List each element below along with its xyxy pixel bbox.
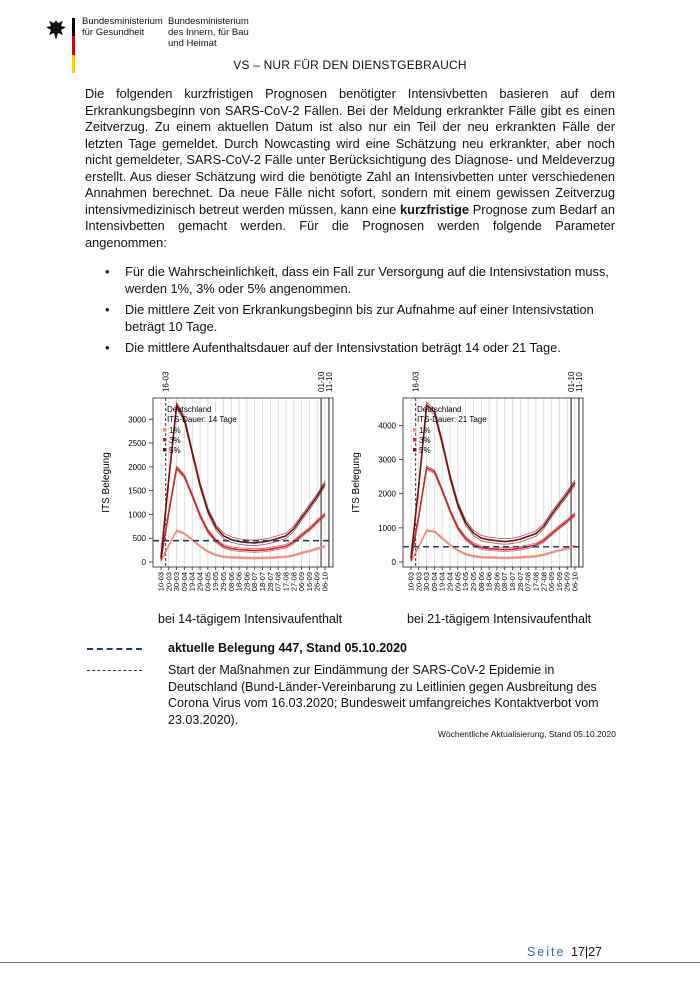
event-vline-label: 16-03 [411, 371, 421, 392]
y-tick-label: 1500 [128, 486, 146, 496]
chart-title: Deutschland [167, 405, 212, 414]
x-tick-label: 28-06 [242, 572, 252, 592]
list-item [105, 302, 617, 335]
x-tick-label: 06-10 [570, 572, 580, 592]
chart-its-21-svg [345, 362, 595, 612]
classification-label: VS – NUR FÜR DEN DIENSTGEBRAUCH [233, 58, 467, 72]
x-tick-label: 18-07 [258, 572, 268, 592]
page-number: 17 [570, 945, 585, 959]
y-axis-label: ITS Belegung [351, 452, 362, 513]
x-tick-label: 07-08 [273, 572, 283, 592]
bullet-icon: • [105, 264, 110, 279]
page-label: Seite [526, 945, 566, 959]
parameter-list [105, 264, 617, 362]
series-line-3pct [161, 470, 325, 561]
x-tick-label: 29-04 [445, 572, 455, 592]
x-tick-label: 28-07 [515, 572, 525, 592]
flag-black [72, 18, 75, 36]
chart-title: Deutschland [417, 405, 462, 414]
x-tick-label: 30-03 [172, 572, 182, 592]
legend-entry: 1% [169, 426, 181, 435]
x-tick-label: 30-03 [422, 572, 432, 592]
event-vline-label: 01-10 [317, 371, 327, 392]
legend-entry: 3% [419, 436, 431, 445]
y-tick-label: 500 [132, 534, 146, 544]
x-tick-label: 06-10 [320, 572, 330, 592]
legend-swatch [163, 428, 167, 432]
ministry-interior [168, 16, 249, 49]
chart-caption-14: bei 14-tägigem Intensivaufenthalt [158, 612, 343, 626]
ministry-health [82, 16, 163, 38]
legend-current-line [87, 648, 142, 650]
list-item-text: Die mittlere Zeit von Erkrankungsbeginn bis zur Aufnahme auf einer Intensivstation beträgt 10 Tage. [125, 302, 594, 334]
event-vline-label: 16-03 [161, 371, 171, 392]
y-tick-label: 1000 [378, 523, 396, 533]
x-tick-label: 18-06 [234, 572, 244, 592]
x-tick-label: 09-04 [429, 572, 439, 592]
legend-swatch [413, 428, 417, 432]
legend-entry: 5% [169, 446, 181, 455]
bullet-icon: • [105, 302, 110, 317]
legend-swatch [413, 438, 417, 442]
x-tick-label: 19-05 [461, 572, 471, 592]
legend-swatch [163, 438, 167, 442]
x-tick-label: 10-03 [156, 572, 166, 592]
y-tick-label: 2000 [378, 489, 396, 499]
y-tick-label: 0 [391, 558, 396, 567]
y-tick-label: 3000 [128, 415, 146, 425]
list-item-text: Für die Wahrscheinlichkeit, dass ein Fall zur Versorgung auf die Intensivstation muss, werden 1%, 3% oder 5% angenommen. [125, 264, 609, 296]
event-vline-label: 11-10 [324, 372, 334, 392]
paragraph-pre: Die folgenden kurzfristigen Prognosen benötigter Intensivbetten basieren auf dem Erkrankungsbeginn von SARS-CoV-2 Fällen. Bei der Meldung erkrankter Fälle gibt es einen Zeitverzug. Zu einem aktuellen Datum ist also nur ein Teil der neu erkrankten Fälle der letzten Tage gemeldet. Durch Nowcasting wird eine Schätzung neu erkrankter, aber noch nicht gemeldeter, SARS-CoV-2 Fälle unter Berücksichtigung des Diagnose- und Meldeverzug erstellt. Aus dieser Schätzung wird die benötigte Zahl an Intensivbetten unter verschiedenen Annahmen berechnet. Da neue Fälle nicht sofort, sondern mit einem gewissen Zeitverzug intensivmedizinisch betreut werden müssen, kann eine [85, 86, 615, 217]
legend-measures-text: Start der Maßnahmen zur Eindämmung der SARS-CoV-2 Epidemie in Deutschland (Bund-Länder-Vereinbarung zu Leitlinien gegen Ausbreitung des Corona Virus vom 16.03.2020; Bundesweit umfangreiches Kontaktverbot vom 23.03.2020). [168, 663, 599, 727]
weekly-update-note: Wöchentliche Aktualisierung, Stand 05.10.2020 [437, 729, 616, 739]
x-tick-label: 19-04 [187, 572, 197, 592]
y-tick-label: 2000 [128, 462, 146, 472]
x-tick-label: 06-09 [297, 572, 307, 592]
ministry-interior-line: und Heimat [168, 38, 217, 49]
x-tick-label: 18-06 [484, 572, 494, 592]
x-tick-label: 29-04 [195, 572, 205, 592]
chart-caption-21: bei 21-tägigem Intensivaufenthalt [407, 612, 592, 626]
chart-its-21 [345, 362, 595, 612]
list-item [105, 340, 617, 357]
page-total: 27 [588, 945, 602, 959]
x-tick-label: 08-06 [476, 572, 486, 592]
event-vline-label: 11-10 [574, 372, 584, 392]
series-line-3pct [411, 466, 575, 558]
x-tick-label: 09-04 [179, 572, 189, 592]
legend-swatch [163, 448, 167, 452]
footer-divider [0, 962, 700, 963]
list-item [105, 264, 617, 297]
x-tick-label: 18-07 [508, 572, 518, 592]
legend-measures-line [87, 670, 142, 671]
ministry-health-line: für Gesundheit [82, 27, 145, 38]
ministry-interior-line: Bundesministerium [168, 16, 249, 27]
chart-its-14-svg [95, 362, 345, 612]
x-tick-label: 26-09 [562, 572, 572, 592]
paragraph-post: Prognose zum Bedarf an Intensivbetten gemacht werden. Für die Prognosen werden folgende Parameter angenommen: [85, 201, 615, 250]
legend-entry: 3% [169, 436, 181, 445]
legend-entry: 1% [419, 426, 431, 435]
x-tick-label: 09-05 [203, 572, 213, 592]
x-tick-label: 19-05 [211, 572, 221, 592]
y-tick-label: 2500 [128, 439, 146, 449]
chart-its-14 [95, 362, 345, 612]
page-footer [527, 945, 602, 959]
x-tick-label: 17-08 [531, 572, 541, 592]
x-tick-label: 07-08 [523, 572, 533, 592]
x-tick-label: 06-09 [547, 572, 557, 592]
x-tick-label: 27-08 [539, 572, 549, 592]
x-tick-label: 27-08 [289, 572, 299, 592]
intro-paragraph-text [85, 86, 615, 251]
x-tick-label: 26-09 [312, 572, 322, 592]
legend-current-text: aktuelle Belegung 447, Stand 05.10.2020 [168, 641, 408, 655]
federal-eagle-icon [44, 18, 68, 42]
y-axis-label: ITS Belegung [101, 452, 112, 513]
x-tick-label: 28-06 [492, 572, 502, 592]
legend-entry: 5% [419, 446, 431, 455]
flag-red [72, 36, 75, 54]
list-item-text: Die mittlere Aufenthaltsdauer auf der Intensivstation beträgt 14 oder 21 Tage. [125, 340, 561, 355]
bullet-icon: • [105, 340, 110, 355]
event-vline-label: 01-10 [567, 371, 577, 392]
x-tick-label: 08-07 [250, 572, 260, 592]
x-tick-label: 17-08 [281, 572, 291, 592]
x-tick-label: 29-05 [468, 572, 478, 592]
x-tick-label: 29-05 [218, 572, 228, 592]
x-tick-label: 20-03 [164, 572, 174, 592]
x-tick-label: 20-03 [414, 572, 424, 592]
x-tick-label: 09-05 [453, 572, 463, 592]
ministry-health-line: Bundesministerium [82, 16, 163, 27]
x-tick-label: 28-07 [265, 572, 275, 592]
y-tick-label: 0 [141, 558, 146, 567]
legend-swatch [413, 448, 417, 452]
chart-subtitle: ITS-Dauer: 14 Tage [167, 415, 237, 424]
y-tick-label: 1000 [128, 510, 146, 520]
x-tick-label: 10-03 [406, 572, 416, 592]
ministry-interior-line: des Innern, für Bau [168, 27, 249, 38]
x-tick-label: 08-06 [226, 572, 236, 592]
y-tick-label: 4000 [378, 421, 396, 431]
paragraph-bold: kurzfristige [400, 201, 469, 217]
page-separator: | [584, 945, 589, 959]
y-tick-label: 3000 [378, 455, 396, 465]
x-tick-label: 16-09 [304, 572, 314, 592]
x-tick-label: 08-07 [500, 572, 510, 592]
x-tick-label: 16-09 [554, 572, 564, 592]
x-tick-label: 19-04 [437, 572, 447, 592]
intro-paragraph [85, 86, 615, 251]
chart-subtitle: ITS-Dauer: 21 Tage [417, 415, 487, 424]
